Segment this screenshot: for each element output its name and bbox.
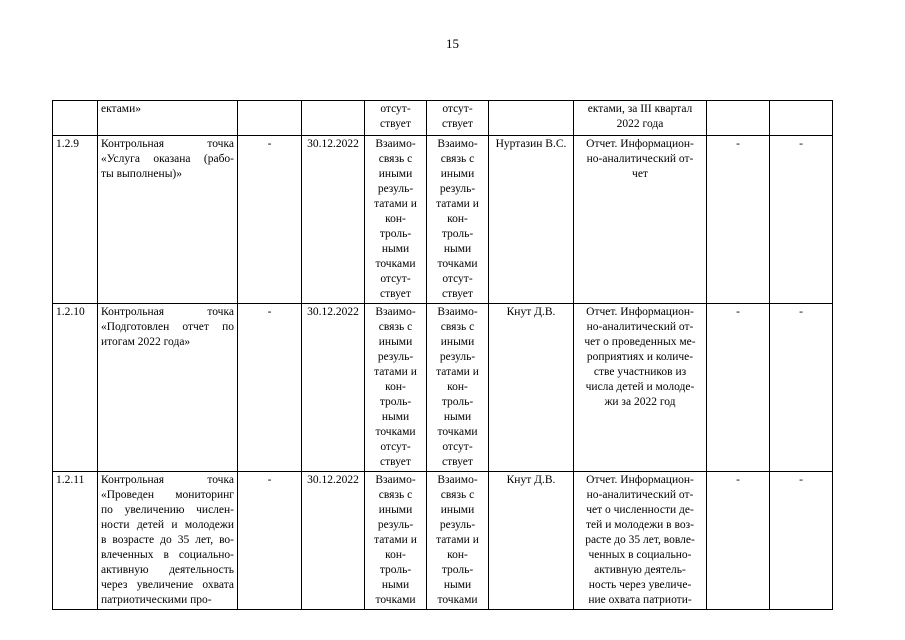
cell-text-line: ектами» (101, 103, 141, 115)
cell-text-line: но-аналитический от- (586, 489, 694, 501)
cell-text-line: ствует (442, 456, 473, 468)
cell-number: 1.2.11 (53, 472, 98, 610)
cell-text-line: иными (378, 168, 413, 180)
cell-text-line: ствует (380, 288, 411, 300)
cell-end-date (302, 101, 365, 136)
cell-name (98, 136, 238, 304)
cell-text-line: связь с (378, 153, 413, 165)
cell-text-line: роприятиях и количе- (586, 351, 694, 363)
cell-text-line: влеченных в социально- (101, 549, 234, 561)
cell-text-line: иными (440, 168, 475, 180)
cell-text-line: точками (375, 426, 416, 438)
cell-text-line: отсут- (380, 441, 411, 453)
cell-text-line: резуль- (377, 351, 414, 363)
cell-text-line: ние охвата патриоти- (588, 594, 692, 606)
cell-text-line: резуль- (439, 183, 476, 195)
cell-text-line: точками (437, 258, 478, 270)
cell-text-line: Отчет. Информацион- (586, 474, 694, 486)
cell-text-line: ность через увеличе- (588, 579, 692, 591)
cell-text-line: ности детей и молодежи (101, 519, 234, 531)
cell-text-line: отсут- (380, 273, 411, 285)
cell-text-line: точками (437, 594, 478, 606)
cell-text-line: связь с (378, 321, 413, 333)
cell-text-line: кон- (447, 381, 468, 393)
plan-table (52, 100, 833, 610)
cell-text-line: точками (437, 426, 478, 438)
cell-text-line: резуль- (439, 519, 476, 531)
cell-extra-1: - (707, 136, 770, 304)
cell-text-line: кон- (385, 381, 406, 393)
cell-text-line: ными (443, 243, 472, 255)
cell-text-line: резуль- (377, 519, 414, 531)
cell-text-line: Взаимо- (437, 138, 478, 150)
cell-text-line: Контрольная точка (101, 138, 234, 150)
cell-text-line: Контрольная точка (101, 306, 234, 318)
cell-text-line: итогам 2022 года» (101, 336, 191, 348)
cell-text-line: связь с (440, 321, 475, 333)
cell-text-line: ствует (380, 118, 411, 130)
cell-text-line: ными (381, 411, 410, 423)
cell-text-line: точками (375, 594, 416, 606)
cell-end-date: 30.12.2022 (302, 304, 365, 472)
cell-text-line: по увеличению числен- (101, 504, 234, 516)
cell-text-line: ченных в социально- (588, 549, 692, 561)
cell-text-line: «Подготовлен отчет по (101, 321, 234, 333)
cell-text-line: троль- (441, 228, 474, 240)
cell-text-line: ты выполнены)» (101, 168, 182, 180)
cell-text-line: татами и (436, 534, 479, 546)
cell-text-line: татами и (374, 198, 417, 210)
cell-document (574, 472, 707, 610)
cell-text-line: Взаимо- (375, 138, 416, 150)
cell-text-line: в возрасте до 35 лет, во- (101, 534, 234, 546)
cell-document (574, 136, 707, 304)
cell-relation-1 (365, 101, 427, 136)
cell-text-line: ектами, за III квартал (587, 103, 693, 115)
cell-text-line: Взаимо- (375, 474, 416, 486)
cell-start-date: - (238, 472, 302, 610)
cell-text-line: татами и (436, 198, 479, 210)
cell-relation-2 (427, 101, 489, 136)
cell-document (574, 304, 707, 472)
cell-text-line: кон- (447, 213, 468, 225)
cell-relation-1 (365, 136, 427, 304)
cell-text-line: чет (632, 168, 648, 180)
cell-text-line: иными (440, 336, 475, 348)
cell-document (574, 101, 707, 136)
cell-start-date (238, 101, 302, 136)
cell-extra-1: - (707, 304, 770, 472)
cell-name (98, 472, 238, 610)
cell-extra-1: - (707, 472, 770, 610)
cell-text-line: чет о численности де- (586, 504, 694, 516)
cell-text-line: чет о проведенных ме- (584, 336, 696, 348)
cell-text-line: ными (381, 243, 410, 255)
cell-text-line: расте до 35 лет, вовле- (585, 534, 695, 546)
cell-text-line: иными (378, 504, 413, 516)
cell-responsible: Нуртазин В.С. (489, 136, 574, 304)
cell-text-line: иными (378, 336, 413, 348)
table-row (53, 136, 833, 304)
cell-text-line: Контрольная точка (101, 474, 234, 486)
cell-text-line: жи за 2022 год (604, 396, 676, 408)
cell-text-line: Взаимо- (437, 306, 478, 318)
cell-text-line: ными (443, 579, 472, 591)
cell-text-line: точками (375, 258, 416, 270)
cell-text-line: ствует (442, 118, 473, 130)
table-row (53, 472, 833, 610)
cell-text-line: татами и (374, 534, 417, 546)
cell-text-line: связь с (440, 489, 475, 501)
cell-text-line: резуль- (377, 183, 414, 195)
cell-text-line: ными (443, 411, 472, 423)
cell-number (53, 101, 98, 136)
cell-text-line: троль- (441, 564, 474, 576)
cell-text-line: иными (440, 504, 475, 516)
cell-text-line: активную деятель- (594, 564, 686, 576)
cell-text-line: связь с (440, 153, 475, 165)
cell-text-line: кон- (385, 213, 406, 225)
cell-text-line: Отчет. Информацион- (586, 138, 694, 150)
cell-text-line: но-аналитический от- (586, 321, 694, 333)
cell-relation-1 (365, 472, 427, 610)
cell-text-line: отсут- (442, 103, 473, 115)
cell-text-line: через увеличение охвата (101, 579, 234, 591)
table-row (53, 304, 833, 472)
cell-relation-2 (427, 136, 489, 304)
cell-text-line: татами и (374, 366, 417, 378)
cell-relation-2 (427, 472, 489, 610)
cell-start-date: - (238, 136, 302, 304)
cell-extra-2: - (770, 136, 833, 304)
cell-text-line: «Проведен мониторинг (101, 489, 234, 501)
cell-text-line: троль- (379, 396, 412, 408)
cell-text-line: кон- (447, 549, 468, 561)
cell-text-line: Отчет. Информацион- (586, 306, 694, 318)
cell-text-line: «Услуга оказана (рабо- (101, 153, 234, 165)
cell-text-line: ствует (442, 288, 473, 300)
cell-text-line: отсут- (442, 273, 473, 285)
page-number: 15 (446, 36, 459, 51)
cell-text-line: стве участников из (593, 366, 687, 378)
cell-responsible: Кнут Д.В. (489, 304, 574, 472)
cell-text-line: ствует (380, 456, 411, 468)
cell-number: 1.2.9 (53, 136, 98, 304)
cell-relation-1 (365, 304, 427, 472)
cell-text-line: Взаимо- (375, 306, 416, 318)
cell-text-line: отсут- (442, 441, 473, 453)
cell-name (98, 101, 238, 136)
cell-end-date: 30.12.2022 (302, 136, 365, 304)
cell-name (98, 304, 238, 472)
cell-end-date: 30.12.2022 (302, 472, 365, 610)
cell-text-line: ными (381, 579, 410, 591)
cell-text-line: Взаимо- (437, 474, 478, 486)
cell-responsible (489, 101, 574, 136)
cell-text-line: татами и (436, 366, 479, 378)
table-row-continuation (53, 101, 833, 136)
cell-text-line: троль- (379, 228, 412, 240)
cell-text-line: резуль- (439, 351, 476, 363)
cell-text-line: троль- (379, 564, 412, 576)
cell-text-line: активную деятельность (101, 564, 234, 576)
cell-text-line: кон- (385, 549, 406, 561)
cell-text-line: троль- (441, 396, 474, 408)
cell-text-line: 2022 года (616, 118, 664, 130)
cell-text-line: но-аналитический от- (586, 153, 694, 165)
cell-number: 1.2.10 (53, 304, 98, 472)
cell-responsible: Кнут Д.В. (489, 472, 574, 610)
cell-text-line: числа детей и молоде- (585, 381, 695, 393)
cell-extra-2 (770, 101, 833, 136)
cell-extra-2: - (770, 304, 833, 472)
cell-text-line: отсут- (380, 103, 411, 115)
cell-relation-2 (427, 304, 489, 472)
cell-extra-1 (707, 101, 770, 136)
cell-start-date: - (238, 304, 302, 472)
cell-text-line: патриотическими про- (101, 594, 212, 606)
cell-text-line: тей и молодежи в воз- (586, 519, 694, 531)
cell-extra-2: - (770, 472, 833, 610)
cell-text-line: связь с (378, 489, 413, 501)
